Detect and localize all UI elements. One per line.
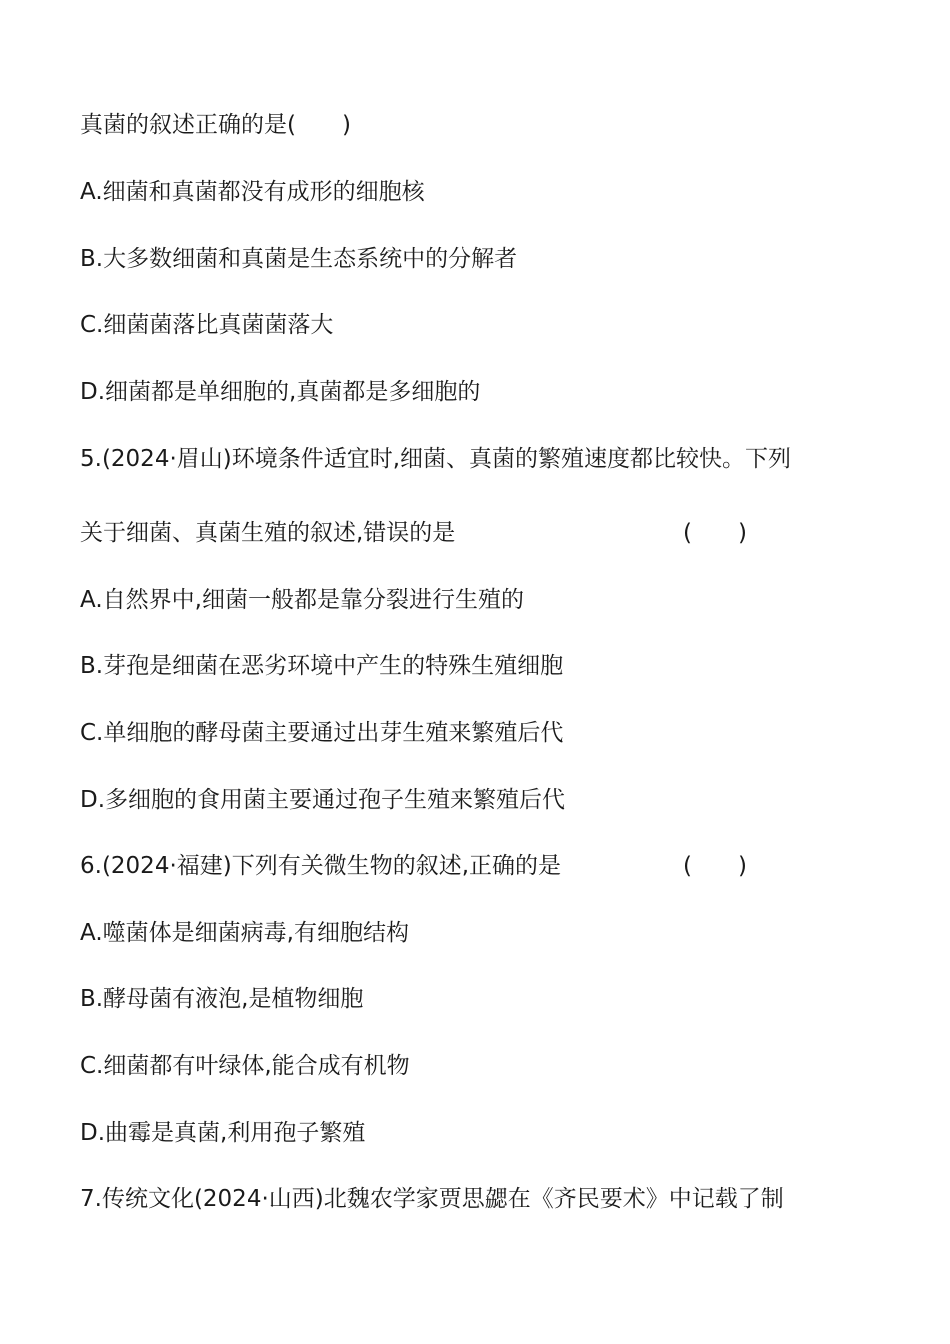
q5-answer-bracket: ( ) — [683, 520, 747, 546]
q7-stem-line1: 7.传统文化(2024·山西)北魏农学家贾思勰在《齐民要术》中记载了制 — [80, 1186, 784, 1212]
q6-option-c: C.细菌都有叶绿体,能合成有机物 — [80, 1053, 410, 1079]
q6-option-a: A.噬菌体是细菌病毒,有细胞结构 — [80, 920, 409, 946]
q4-option-a: A.细菌和真菌都没有成形的细胞核 — [80, 179, 425, 205]
q4-option-d: D.细菌都是单细胞的,真菌都是多细胞的 — [80, 379, 481, 405]
q6-option-d: D.曲霉是真菌,利用孢子繁殖 — [80, 1120, 366, 1146]
q4-option-c: C.细菌菌落比真菌菌落大 — [80, 312, 334, 338]
q5-stem-line2: 关于细菌、真菌生殖的叙述,错误的是 — [80, 520, 456, 546]
q4-option-b: B.大多数细菌和真菌是生态系统中的分解者 — [80, 246, 518, 272]
q5-option-d: D.多细胞的食用菌主要通过孢子生殖来繁殖后代 — [80, 787, 566, 813]
q6-option-b: B.酵母菌有液泡,是植物细胞 — [80, 986, 364, 1012]
q5-option-a: A.自然界中,细菌一般都是靠分裂进行生殖的 — [80, 587, 524, 613]
q6-stem: 6.(2024·福建)下列有关微生物的叙述,正确的是 — [80, 853, 562, 879]
q4-stem-tail: 真菌的叙述正确的是( ) — [80, 112, 351, 138]
q6-answer-bracket: ( ) — [683, 853, 747, 879]
q5-stem-line1: 5.(2024·眉山)环境条件适宜时,细菌、真菌的繁殖速度都比较快。下列 — [80, 446, 792, 472]
q5-option-b: B.芽孢是细菌在恶劣环境中产生的特殊生殖细胞 — [80, 653, 564, 679]
q5-option-c: C.单细胞的酵母菌主要通过出芽生殖来繁殖后代 — [80, 720, 564, 746]
